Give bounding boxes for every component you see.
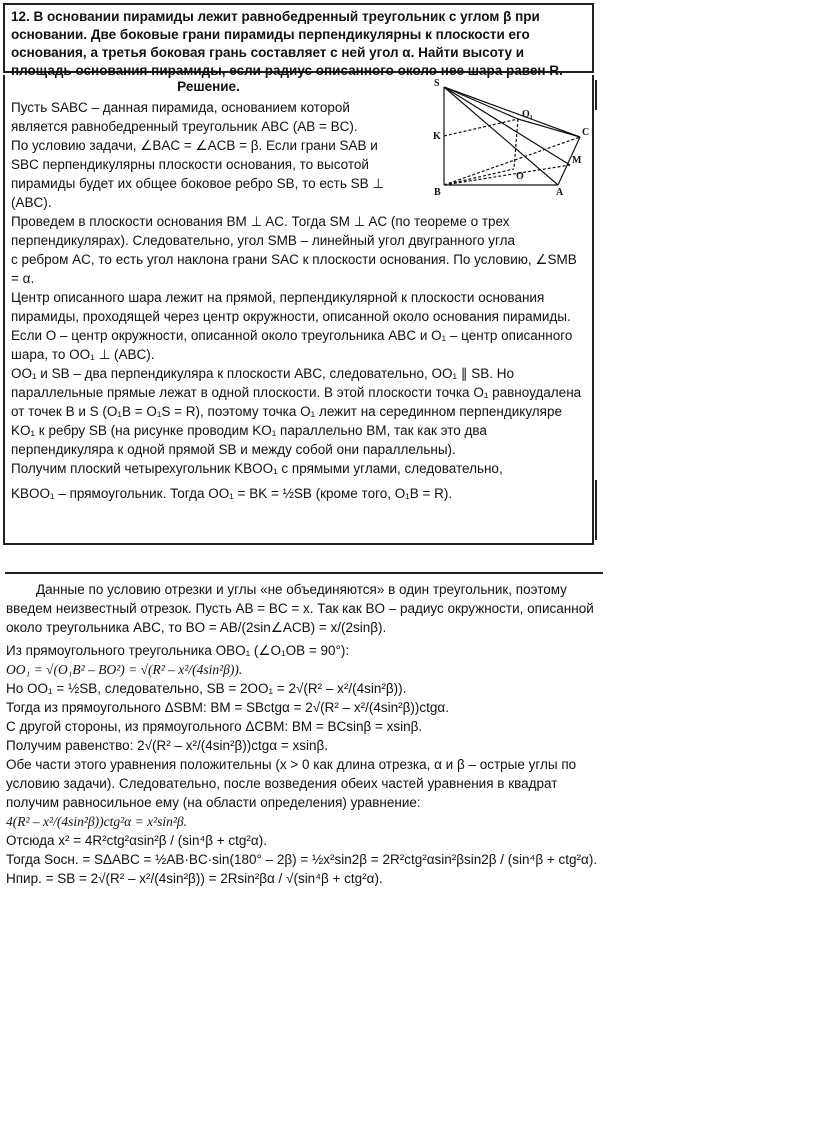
margin-mark xyxy=(595,480,597,540)
solution-paragraph: Получим плоский четырехугольник KBOO₁ с прямыми углами, следовательно, xyxy=(11,461,503,476)
figure-label-m: M xyxy=(572,155,582,166)
figure-label-k: K xyxy=(433,131,441,142)
solution-paragraph: с ребром AC, то есть угол наклона грани SAC к плоскости основания. По условию, ∠SMB = α. xyxy=(11,252,577,286)
continuation-paragraph: Из прямоугольного треугольника OBO₁ (∠O₁OB = 90°): xyxy=(6,643,350,658)
problem-statement-box xyxy=(3,3,594,78)
equation: Hпир. = SB = 2√(R² – x²/(4sin²β)) = 2Rsin²βα / √(sin⁴β + ctg²α). xyxy=(6,871,383,886)
equation: OO₁ = √(O₁B² – BO²) = √(R² – x²/(4sin²β)). xyxy=(6,662,243,677)
margin-mark xyxy=(595,80,597,110)
equation: Тогда Sосн. = SΔABC = ½AB·BC·sin(180° – 2β) = ½x²sin2β = 2R²ctg²αsin²βsin2β / (sin⁴β + ctg²α). xyxy=(6,852,598,867)
solution-paragraph: KBOO₁ – прямоугольник. Тогда OO₁ = BK = ½SB (кроме того, O₁B = R). xyxy=(11,486,453,501)
continuation-paragraph: Данные по условию отрезки и углы «не объединяются» в один треугольник, поэтому введем неизвестный отрезок. Пусть AB = BC = x. Так как BO – радиус окружности, описанной около треугольника ABC, то BO = AB/(2sin∠ACB) = x/(2sinβ). xyxy=(6,582,594,635)
problem-number: 12. xyxy=(11,9,30,24)
solution-box xyxy=(3,75,594,545)
equation: Получим равенство: 2√(R² – x²/(4sin²β))ctgα = xsinβ. xyxy=(6,738,329,753)
equation: С другой стороны, из прямоугольного ΔCBM: BM = BCsinβ = xsinβ. xyxy=(6,719,423,734)
equation: Тогда из прямоугольного ΔSBM: BM = SBctgα = 2√(R² – x²/(4sin²β))ctgα. xyxy=(6,700,449,715)
problem-text: В основании пирамиды лежит равнобедренный треугольник с углом β при основании. Две боковые грани пирамиды перпендикулярны к плоскости его основания, а третья боковая грань составляет с ней угол α. Найти высоту и площадь основания пирамиды, если радиус описанного около нее шара равен R. xyxy=(11,9,563,78)
pyramid-figure xyxy=(430,77,592,197)
continuation-paragraph: Обе части этого уравнения положительны (x > 0 как длина отрезка, α и β – острые углы по условию задачи). Следовательно, после возведения обеих частей уравнения в квадрат получим равносильное ему (на области определения) уравнение: xyxy=(6,757,577,810)
solution-title: Решение. xyxy=(177,79,240,94)
figure-label-o: O xyxy=(516,171,524,182)
solution-paragraph: Проведем в плоскости основания BM ⊥ AC. Тогда SM ⊥ AC (по теореме о трех перпендикулярах). Следовательно, угол SMB – линейный угол двугранного угла xyxy=(11,214,515,248)
figure-label-o1: O₁ xyxy=(522,109,533,120)
equation: 4(R² – x²/(4sin²β))ctg²α = x²sin²β. xyxy=(6,814,188,829)
solution-paragraph: Центр описанного шара лежит на прямой, перпендикулярной к плоскости основания пирамиды, проходящей через центр окружности, описанной около основания пирамиды. Если O – центр окружности, описанной около треугольника ABC и O₁ – центр описанного шара, то OO₁ ⊥ (ABC). xyxy=(11,290,573,362)
equation: Но OO₁ = ½SB, следовательно, SB = 2OO₁ = 2√(R² – x²/(4sin²β)). xyxy=(6,681,407,696)
solution-continuation xyxy=(6,580,602,888)
solution-paragraph: Пусть SABC – данная пирамида, основанием которой является равнобедренный треугольник ABC (AB = BC). xyxy=(11,100,358,134)
figure-label-s: S xyxy=(434,78,440,89)
solution-paragraph: По условию задачи, ∠BAC = ∠ACB = β. Если грани SAB и SBC перпендикулярны плоскости основания, то высотой пирамиды будет их общее боковое ребро SB, то есть SB ⊥ (ABC). xyxy=(11,138,385,210)
equation: Отсюда x² = 4R²ctg²αsin²β / (sin⁴β + ctg²α). xyxy=(6,833,267,848)
solution-paragraph: OO₁ и SB – два перпендикуляра к плоскости ABC, следовательно, OO₁ ∥ SB. Но параллельные прямые лежат в одной плоскости. В этой плоскости точка O₁ равноудалена от точек B и S (O₁B = O₁S = R), поэтому точка O₁ лежит на серединном перпендикуляре KO₁ к ребру SB (на рисунке проводим KO₁ параллельно BM, так как это два перпендикуляра к одной прямой SB и между собой они параллельны). xyxy=(11,366,582,457)
figure-label-b: B xyxy=(434,187,441,197)
figure-label-c: C xyxy=(582,127,590,138)
section-divider xyxy=(5,572,603,574)
figure-label-a: A xyxy=(556,187,564,197)
